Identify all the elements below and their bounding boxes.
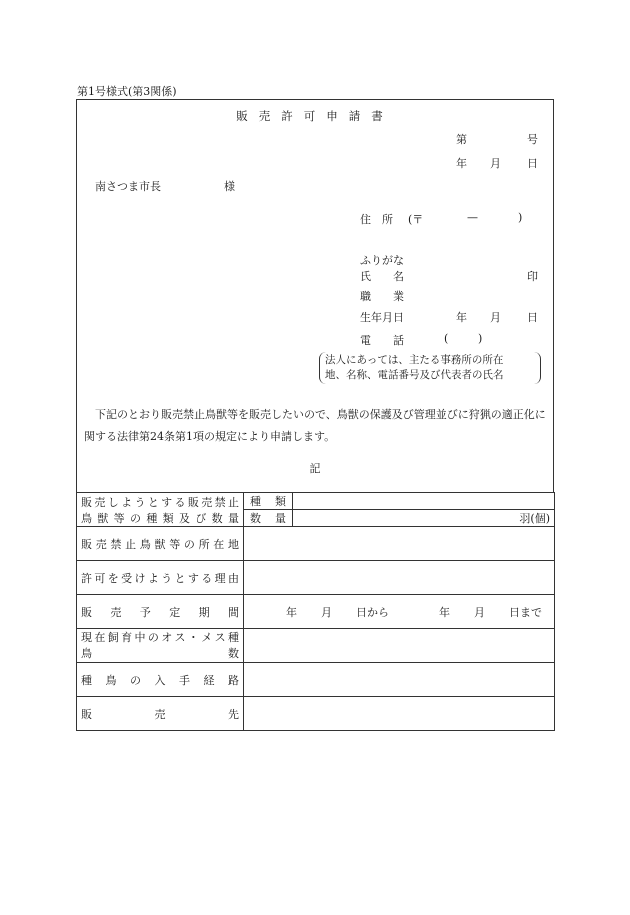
phone-open: ( <box>444 332 449 345</box>
document-title: 販売許可申請書 <box>236 109 394 123</box>
furigana-label: ふりがな <box>360 254 404 267</box>
table-row <box>77 595 555 629</box>
buyer-field[interactable] <box>244 697 555 731</box>
ki-heading: 記 <box>309 462 321 475</box>
reason-field[interactable] <box>244 561 555 595</box>
location-field[interactable] <box>244 527 555 561</box>
table-row <box>77 561 555 595</box>
period-end-month: 月 <box>474 605 485 619</box>
number-suffix: 号 <box>527 133 538 146</box>
period-start-month: 月 <box>321 605 332 619</box>
breeding-field[interactable] <box>244 629 555 663</box>
quantity-label: 数量 <box>244 510 293 527</box>
corporation-note-line1: 法人にあっては、主たる事務所の所在 <box>325 354 504 366</box>
period-label: 販売予定期間 <box>77 595 244 629</box>
zip-close: ) <box>518 211 523 224</box>
period-start-year: 年 <box>286 605 297 619</box>
phone-label: 電 話 <box>360 334 404 347</box>
name-label: 氏 名 <box>360 270 404 283</box>
location-label: 販売禁止鳥獣等の所在地 <box>77 527 244 561</box>
source-field[interactable] <box>244 663 555 697</box>
date-year-label: 年 <box>456 157 467 170</box>
addressee: 南さつま市長 <box>95 180 161 193</box>
phone-close: ) <box>478 332 483 345</box>
number-prefix: 第 <box>456 133 467 146</box>
date-month-label: 月 <box>490 157 501 170</box>
occupation-label: 職 業 <box>360 290 404 303</box>
table-row <box>77 663 555 697</box>
table-row <box>77 493 555 510</box>
address-label: 住 所 <box>360 213 393 226</box>
details-table <box>76 492 555 731</box>
corporation-note <box>319 352 541 384</box>
date-day-label: 日 <box>527 157 538 170</box>
reason-label: 許可を受けようとする理由 <box>77 561 244 595</box>
table-row <box>77 697 555 731</box>
zip-open: (〒 <box>408 213 424 226</box>
species-quantity-label: 販売しようとする販売禁止 鳥獣等の種類及び数量 <box>77 493 244 527</box>
application-statement: 下記のとおり販売禁止鳥獣等を販売したいので、鳥獣の保護及び管理並びに狩猟の適正化に関する法律第24条第1項の規定により申請します。 <box>84 408 546 443</box>
table-row <box>77 527 555 561</box>
corporation-note-line2: 地、名称、電話番号及び代表者の氏名 <box>325 369 504 381</box>
breeding-label: 現在飼育中のオス・メス種 鳥 数 <box>77 629 244 663</box>
birthdate-year: 年 <box>456 311 467 324</box>
table-row <box>77 629 555 663</box>
period-end-day: 日まで <box>509 605 542 619</box>
kind-field[interactable] <box>293 493 555 510</box>
birthdate-month: 月 <box>490 311 501 324</box>
buyer-label: 販売先 <box>77 697 244 731</box>
period-end-year: 年 <box>439 605 450 619</box>
birthdate-day: 日 <box>527 311 538 324</box>
birthdate-label: 生年月日 <box>360 311 404 324</box>
kind-label: 種類 <box>244 493 293 510</box>
period-field[interactable] <box>244 595 555 629</box>
quantity-unit: 羽(個) <box>519 512 550 525</box>
zip-dash: — <box>467 211 478 224</box>
period-start-day: 日から <box>356 605 389 619</box>
source-label: 種鳥の入手経路 <box>77 663 244 697</box>
addressee-honorific: 様 <box>224 180 235 193</box>
form-number-label: 第1号様式(第3関係) <box>77 85 177 98</box>
quantity-field[interactable] <box>293 510 555 527</box>
seal-mark: 印 <box>527 270 538 283</box>
